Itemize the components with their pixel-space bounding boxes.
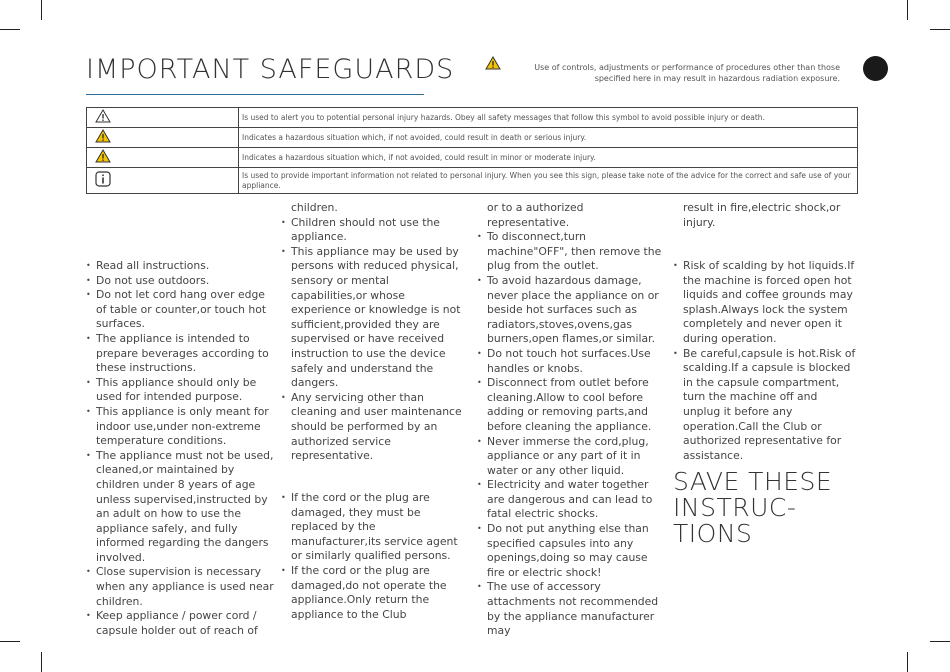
safeguard-list (86, 259, 276, 638)
list-item: • Any servicing other than cleaning and user maintenance should be performed by an authorized service representative. (281, 391, 467, 464)
crop-mark (41, 652, 42, 672)
safeguards-column-4-lower (673, 259, 858, 547)
table-row (87, 108, 858, 128)
list-item: • Keep appliance / power cord / capsule holder out of reach of (86, 609, 276, 638)
safeguards-column-2-lower (281, 491, 467, 622)
table-row (87, 148, 858, 168)
alert-outline-icon (95, 109, 111, 123)
safeguard-list (477, 230, 663, 639)
table-cell (87, 128, 239, 148)
list-item: • Do not let cord hang over edge of table or counter,or touch hot surfaces. (86, 288, 276, 332)
continued-text: authorized representative for assistance. (683, 434, 842, 462)
safeguards-column-3 (477, 201, 663, 639)
list-item: • This appliance may be used by persons with reduced physical, sensory or mental capabilities,or whose experience or knowledge is not sufficient,provided they are supervised or have received instruction to use the device safely and understand the dangers. (281, 245, 467, 391)
crop-mark (0, 641, 20, 642)
continued-text: result in fire,electric shock,or injury. (683, 201, 841, 229)
table-cell: Indicates a hazardous situation which, if not avoided, could result in death or serious injury. (239, 128, 858, 148)
safeguards-column-4 (673, 201, 863, 230)
safeguard-list (673, 259, 858, 434)
table-cell (87, 148, 239, 168)
table-cell: Is used to provide important information not related to personal injury. When you see this sign, please take note of the advice for the correct and safe use of your appliance. (239, 168, 858, 194)
list-item: • Risk of scalding by hot liquids.If the machine is forced open hot liquids and coffee grounds may splash.Always lock the system completely and never open it during operation. (673, 259, 858, 347)
page-title: IMPORTANT SAFEGUARDS (86, 54, 455, 85)
crop-mark (41, 0, 42, 20)
safeguards-column-1 (86, 259, 276, 638)
crop-mark (907, 652, 908, 672)
symbol-legend-table (86, 107, 858, 194)
continued-text: children. (291, 201, 338, 214)
list-item: • The appliance must not be used, cleaned,or maintained by children under 8 years of age unless supervised,instructed by an adult on how to use the appliance safely, and fully informed regarding the dangers involved. (86, 449, 276, 566)
list-item: • Never immerse the cord,plug, appliance or any part of it in water or any other liquid. (477, 435, 663, 479)
warning-yellow-icon (95, 129, 111, 143)
table-cell: Indicates a hazardous situation which, if not avoided, could result in minor or moderate injury. (239, 148, 858, 168)
list-item: • The use of accessory attachments not recommended by the appliance manufacturer may (477, 580, 663, 638)
table-row (87, 168, 858, 194)
caution-yellow-icon (95, 149, 111, 163)
list-item: • Disconnect from outlet before cleaning.Allow to cool before adding or removing parts,and before cleaning the appliance. (477, 376, 663, 434)
table-cell (87, 168, 239, 194)
list-item: • Children should not use the appliance. (281, 216, 467, 245)
list-item: • If the cord or the plug are damaged, they must be replaced by the manufacturer,its service agent or similarly qualified persons. (281, 491, 467, 564)
warning-yellow-icon (485, 55, 501, 74)
list-item: • Electricity and water together are dangerous and can lead to fatal electric shocks. (477, 478, 663, 522)
list-item: • Be careful,capsule is hot.Risk of scalding.If a capsule is blocked in the capsule compartment, turn the machine off and unplug it before any operation.Call the Club or (673, 347, 858, 435)
list-item: • The appliance is intended to prepare beverages according to these instructions. (86, 332, 276, 376)
radiation-warning-text: Use of controls, adjustments or performance of procedures other than those specified here in may result in hazardous radiation exposure. (534, 63, 840, 83)
table-cell (87, 108, 239, 128)
info-icon (95, 171, 111, 187)
table-row (87, 128, 858, 148)
crop-mark (930, 29, 950, 30)
list-item: • Read all instructions. (86, 259, 276, 274)
continued-text: or to a authorized representative. (487, 201, 584, 229)
list-item: • Do not use outdoors. (86, 274, 276, 289)
safeguards-column-2 (281, 201, 467, 464)
crop-mark (0, 29, 20, 30)
list-item: • Do not touch hot surfaces.Use handles or knobs. (477, 347, 663, 376)
list-item: • To avoid hazardous damage, never place the appliance on or beside hot surfaces such as radiators,stoves,ovens,gas burners,open flames,or similar. (477, 274, 663, 347)
list-item: • Do not put anything else than specified capsules into any openings,doing so may cause fire or electric shock! (477, 522, 663, 580)
list-item: • Close supervision is necessary when any appliance is used near children. (86, 565, 276, 609)
list-item: • If the cord or the plug are damaged,do not operate the appliance.Only return the appliance to the Club (281, 564, 467, 622)
safeguard-list (281, 491, 467, 622)
save-instructions-heading: SAVE THESE INSTRUC-TIONS (673, 467, 833, 549)
table-cell: Is used to alert you to potential personal injury hazards. Obey all safety messages that follow this symbol to avoid possible injury or death. (239, 108, 858, 128)
list-item: • This appliance should only be used for intended purpose. (86, 376, 276, 405)
page-marker-dot (863, 56, 888, 81)
crop-mark (907, 0, 908, 20)
safeguard-list (281, 216, 467, 464)
crop-mark (930, 641, 950, 642)
list-item: • This appliance is only meant for indoor use,under non-extreme temperature conditions. (86, 405, 276, 449)
list-item: • To disconnect,turn machine"OFF", then remove the plug from the outlet. (477, 230, 663, 274)
title-underline (86, 94, 424, 95)
